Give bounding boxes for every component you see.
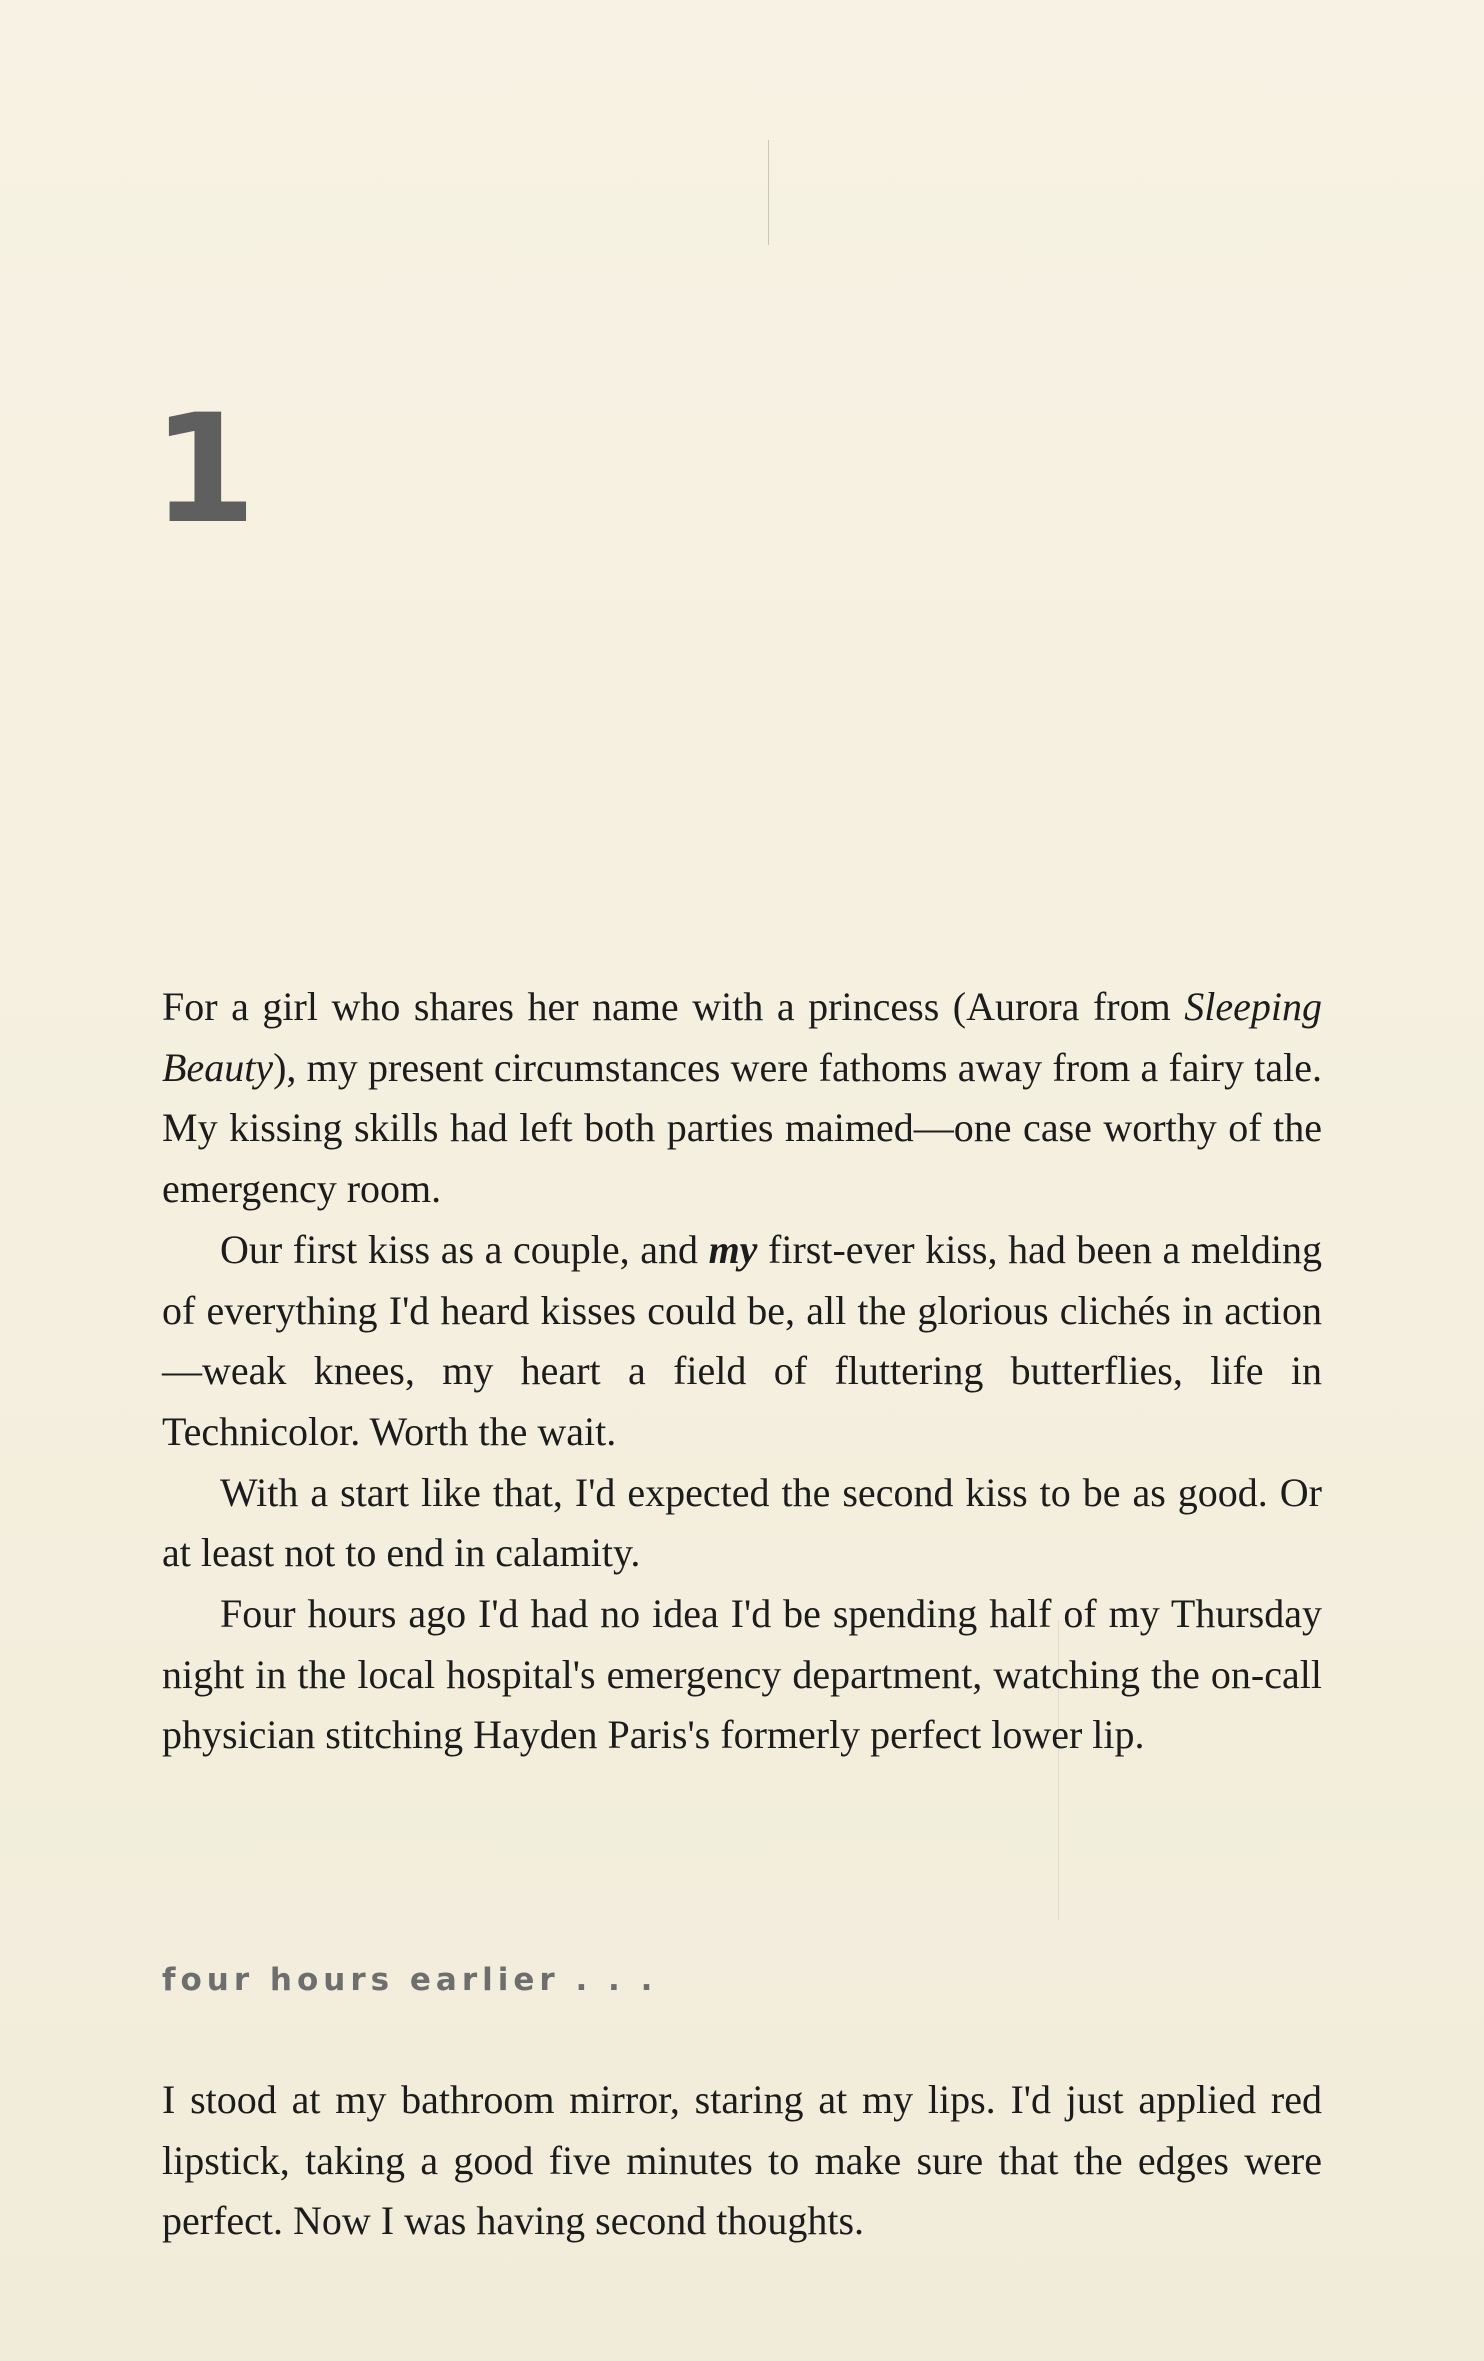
text-run: ), my present circumstances were fathoms away from a fairy tale. My kissing skills had left both parties maimed—one case worthy of the emergency room. [162,1044,1322,1212]
paragraph [162,2070,1322,2252]
text-run: my [708,1226,758,1272]
paper-scratch-mark [768,140,769,245]
section-text [162,2070,1322,2252]
paragraph [162,977,1322,1220]
paragraph [162,1220,1322,1463]
text-run: For a girl who shares her name with a princess (Aurora from [162,984,1185,1029]
paragraph [162,1463,1322,1584]
paragraph [162,1584,1322,1766]
text-run: I stood at my bathroom mirror, staring at my lips. I'd just applied red lipstick, taking a good five minutes to make sure that the edges were perfect. Now I was having second thoughts. [162,2077,1322,2244]
text-run: Sleeping Beauty [162,984,1322,1090]
text-run: Our first kiss as a couple, and [220,1226,709,1272]
text-run: Four hours ago I'd had no idea I'd be spending half of my Thursday night in the local hospital's emergency department, watching the on-call physician stitching Hayden Paris's formerly perfect lower lip. [162,1591,1322,1758]
chapter-opening-text [162,977,1322,1766]
section-break-heading: four hours earlier . . . [162,1962,658,1998]
chapter-number: 1 [152,383,253,557]
text-run: first-ever kiss, had been a melding of everything I'd heard kisses could be, all the glorious clichés in action—weak knees, my heart a field of fluttering butterflies, life in Technicolor. Worth the wait. [162,1226,1322,1454]
text-run: With a start like that, I'd expected the second kiss to be as good. Or at least not to end in calamity. [162,1469,1322,1576]
